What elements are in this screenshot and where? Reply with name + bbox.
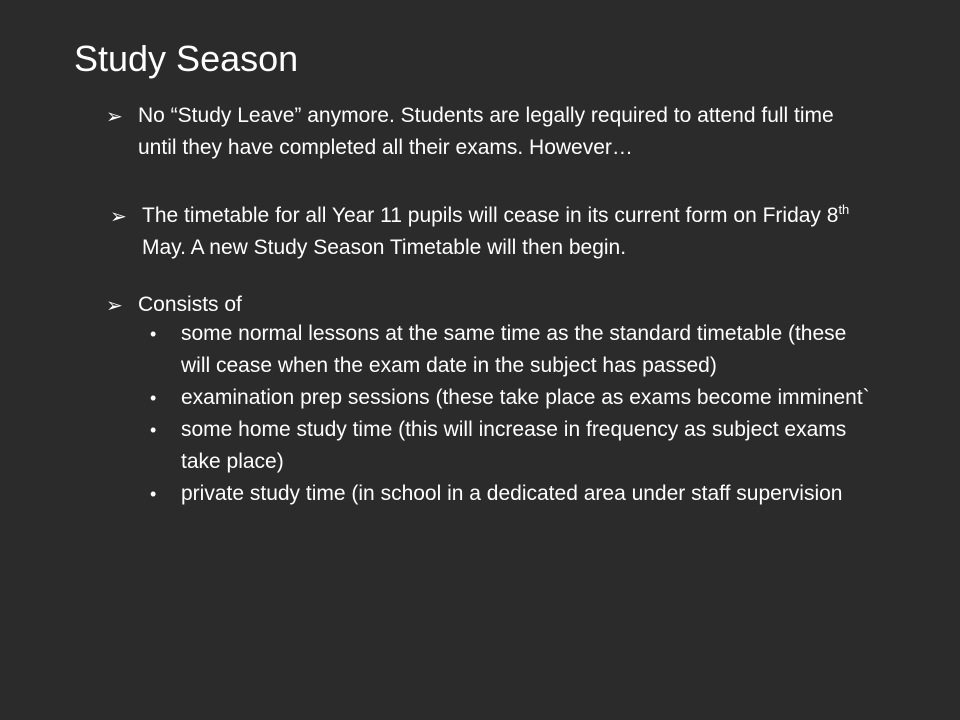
- dot-bullet-icon: •: [150, 324, 157, 344]
- list-item: [150, 478, 870, 510]
- consists-of-list: [150, 318, 870, 510]
- bullet-text-part: The timetable for all Year 11 pupils will cease in its current form on Friday 8: [142, 204, 839, 227]
- dot-bullet-icon: •: [150, 388, 157, 408]
- list-item: [150, 382, 870, 414]
- bullet-consists-of: [106, 289, 866, 321]
- list-item-text: some normal lessons at the same time as the standard timetable (these will cease when the exam date in the subject has passed): [181, 322, 847, 377]
- bullet-timetable: [110, 200, 870, 264]
- arrow-bullet-icon: ➢: [106, 293, 123, 317]
- arrow-bullet-icon: ➢: [106, 104, 123, 128]
- list-item: [150, 414, 870, 478]
- list-item: [150, 318, 870, 382]
- dot-bullet-icon: •: [150, 420, 157, 440]
- list-item-text: examination prep sessions (these take place as exams become imminent`: [181, 386, 870, 409]
- list-item-text: some home study time (this will increase in frequency as subject exams take place): [181, 418, 847, 473]
- superscript: th: [838, 202, 850, 217]
- bullet-text-part: May. A new Study Season Timetable will then begin.: [142, 236, 627, 259]
- slide-title: Study Season: [74, 38, 299, 79]
- bullet-text: No “Study Leave” anymore. Students are legally required to attend full time until they have completed all their exams. However…: [138, 104, 834, 159]
- bullet-text: Consists of: [138, 293, 242, 316]
- bullet-study-leave: [106, 100, 866, 164]
- list-item-text: private study time (in school in a dedicated area under staff supervision: [181, 482, 843, 505]
- dot-bullet-icon: •: [150, 484, 157, 504]
- bullet-text: [142, 200, 870, 264]
- arrow-bullet-icon: ➢: [110, 204, 127, 228]
